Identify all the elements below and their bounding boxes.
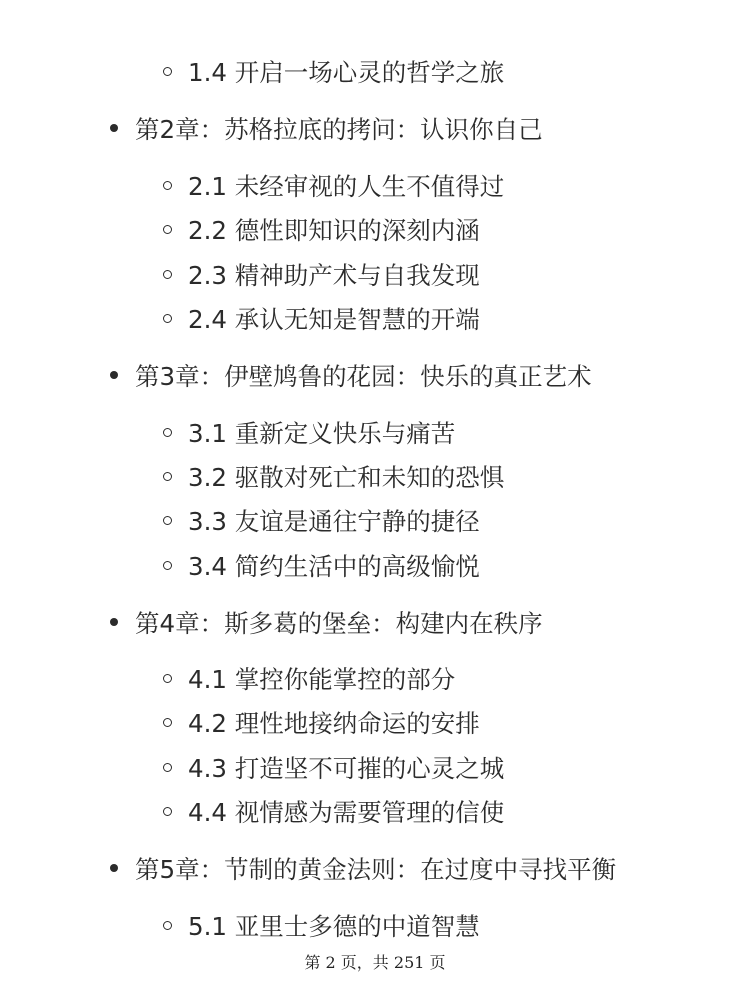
toc-section-item bbox=[0, 165, 750, 205]
toc-section-item bbox=[0, 298, 750, 338]
toc-section-label: 2.3 精神助产术与自我发现 bbox=[188, 260, 480, 290]
toc-chapter-item bbox=[0, 602, 750, 642]
hollow-bullet-icon bbox=[163, 561, 172, 570]
toc-section-label: 1.4 开启一场心灵的哲学之旅 bbox=[188, 57, 505, 87]
toc-chapter-item bbox=[0, 108, 750, 148]
toc-section-item bbox=[0, 747, 750, 787]
toc-section-label: 5.1 亚里士多德的中道智慧 bbox=[188, 911, 480, 941]
filled-bullet-icon bbox=[110, 864, 118, 872]
toc-section-item bbox=[0, 791, 750, 831]
hollow-bullet-icon bbox=[163, 718, 172, 727]
hollow-bullet-icon bbox=[163, 67, 172, 76]
filled-bullet-icon bbox=[110, 124, 118, 132]
toc-section-item bbox=[0, 658, 750, 698]
hollow-bullet-icon bbox=[163, 472, 172, 481]
hollow-bullet-icon bbox=[163, 516, 172, 525]
hollow-bullet-icon bbox=[163, 763, 172, 772]
hollow-bullet-icon bbox=[163, 807, 172, 816]
hollow-bullet-icon bbox=[163, 181, 172, 190]
toc-section-label: 4.2 理性地接纳命运的安排 bbox=[188, 708, 480, 738]
toc-section-label: 3.2 驱散对死亡和未知的恐惧 bbox=[188, 462, 505, 492]
toc-chapter-label: 第2章：苏格拉底的拷问：认识你自己 bbox=[135, 114, 543, 144]
toc-section-item bbox=[0, 905, 750, 945]
toc-chapter-label: 第3章：伊壁鸠鲁的花园：快乐的真正艺术 bbox=[135, 361, 592, 391]
hollow-bullet-icon bbox=[163, 428, 172, 437]
hollow-bullet-icon bbox=[163, 314, 172, 323]
toc-chapter-label: 第5章：节制的黄金法则：在过度中寻找平衡 bbox=[135, 854, 617, 884]
toc-section-item bbox=[0, 545, 750, 585]
toc-section-label: 4.1 掌控你能掌控的部分 bbox=[188, 664, 456, 694]
toc-section-label: 2.1 未经审视的人生不值得过 bbox=[188, 171, 505, 201]
toc-section-item bbox=[0, 456, 750, 496]
hollow-bullet-icon bbox=[163, 674, 172, 683]
hollow-bullet-icon bbox=[163, 225, 172, 234]
toc-chapter-label: 第4章：斯多葛的堡垒：构建内在秩序 bbox=[135, 608, 543, 638]
hollow-bullet-icon bbox=[163, 270, 172, 279]
toc-section-item bbox=[0, 51, 750, 91]
toc-chapter-item bbox=[0, 848, 750, 888]
toc-section-item bbox=[0, 702, 750, 742]
toc-section-item bbox=[0, 500, 750, 540]
filled-bullet-icon bbox=[110, 618, 118, 626]
toc-section-label: 3.1 重新定义快乐与痛苦 bbox=[188, 418, 456, 448]
hollow-bullet-icon bbox=[163, 921, 172, 930]
toc-chapter-item bbox=[0, 355, 750, 395]
toc-section-label: 4.3 打造坚不可摧的心灵之城 bbox=[188, 753, 505, 783]
toc-section-item bbox=[0, 209, 750, 249]
toc-section-label: 2.4 承认无知是智慧的开端 bbox=[188, 304, 480, 334]
toc-section-item bbox=[0, 412, 750, 452]
toc-section-label: 4.4 视情感为需要管理的信使 bbox=[188, 797, 505, 827]
page-number-footer: 第 2 页，共 251 页 bbox=[304, 953, 446, 972]
filled-bullet-icon bbox=[110, 371, 118, 379]
toc-section-label: 3.4 简约生活中的高级愉悦 bbox=[188, 551, 480, 581]
toc-section-label: 3.3 友谊是通往宁静的捷径 bbox=[188, 506, 480, 536]
toc-section-label: 2.2 德性即知识的深刻内涵 bbox=[188, 215, 480, 245]
toc-section-item bbox=[0, 254, 750, 294]
